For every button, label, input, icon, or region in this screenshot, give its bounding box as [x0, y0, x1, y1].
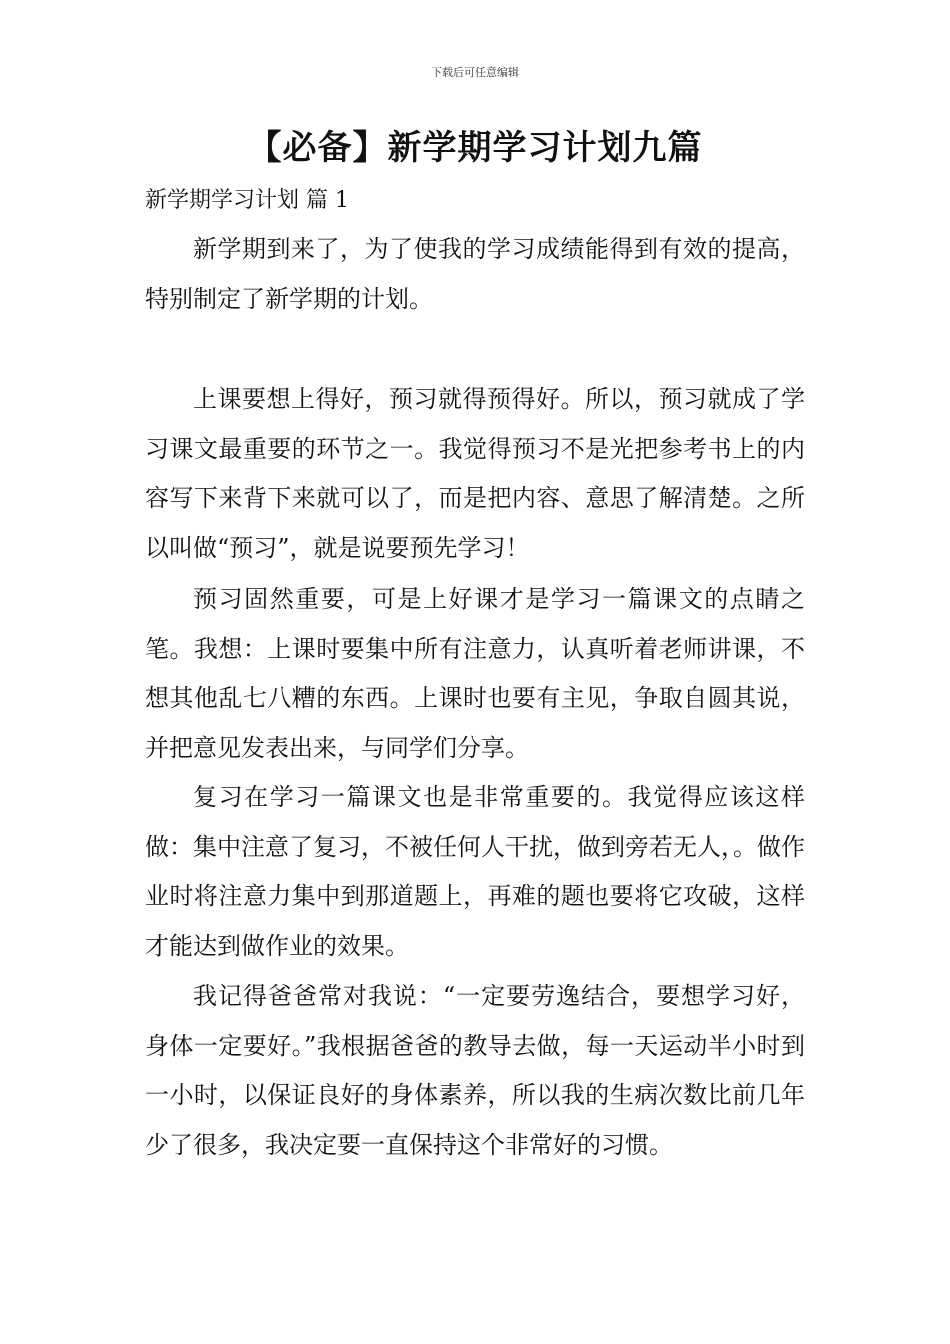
body-paragraph: 上课要想上得好，预习就得预得好。所以，预习就成了学习课文最重要的环节之一。我觉得预习不是光把参考书上的内容写下来背下来就可以了，而是把内容、意思了解清楚。之所以叫做“预习”，就是说要预先学习！: [145, 385, 805, 562]
header-note: 下载后可任意编辑: [431, 66, 519, 79]
section-heading: 新学期学习计划 篇 1: [145, 188, 349, 213]
document-title: 【必备】新学期学习计划九篇: [247, 128, 703, 168]
body-paragraph: 预习固然重要，可是上好课才是学习一篇课文的点睛之笔。我想：上课时要集中所有注意力，认真听着老师讲课，不想其他乱七八糟的东西。上课时也要有主见，争取自圆其说，并把意见发表出来，与同学们分享。: [145, 585, 805, 762]
body-paragraph: 新学期到来了，为了使我的学习成绩能得到有效的提高，特别制定了新学期的计划。: [145, 235, 805, 313]
body-paragraph: 我记得爸爸常对我说：“一定要劳逸结合，要想学习好，身体一定要好。”我根据爸爸的教导去做，每一天运动半小时到一小时，以保证良好的身体素养，所以我的生病次数比前几年少了很多，我决定要一直保持这个非常好的习惯。: [145, 982, 805, 1159]
body-paragraph: 复习在学习一篇课文也是非常重要的。我觉得应该这样做：集中注意了复习，不被任何人干扰，做到旁若无人，。做作业时将注意力集中到那道题上，再难的题也要将它攻破，这样才能达到做作业的效果。: [145, 783, 805, 960]
